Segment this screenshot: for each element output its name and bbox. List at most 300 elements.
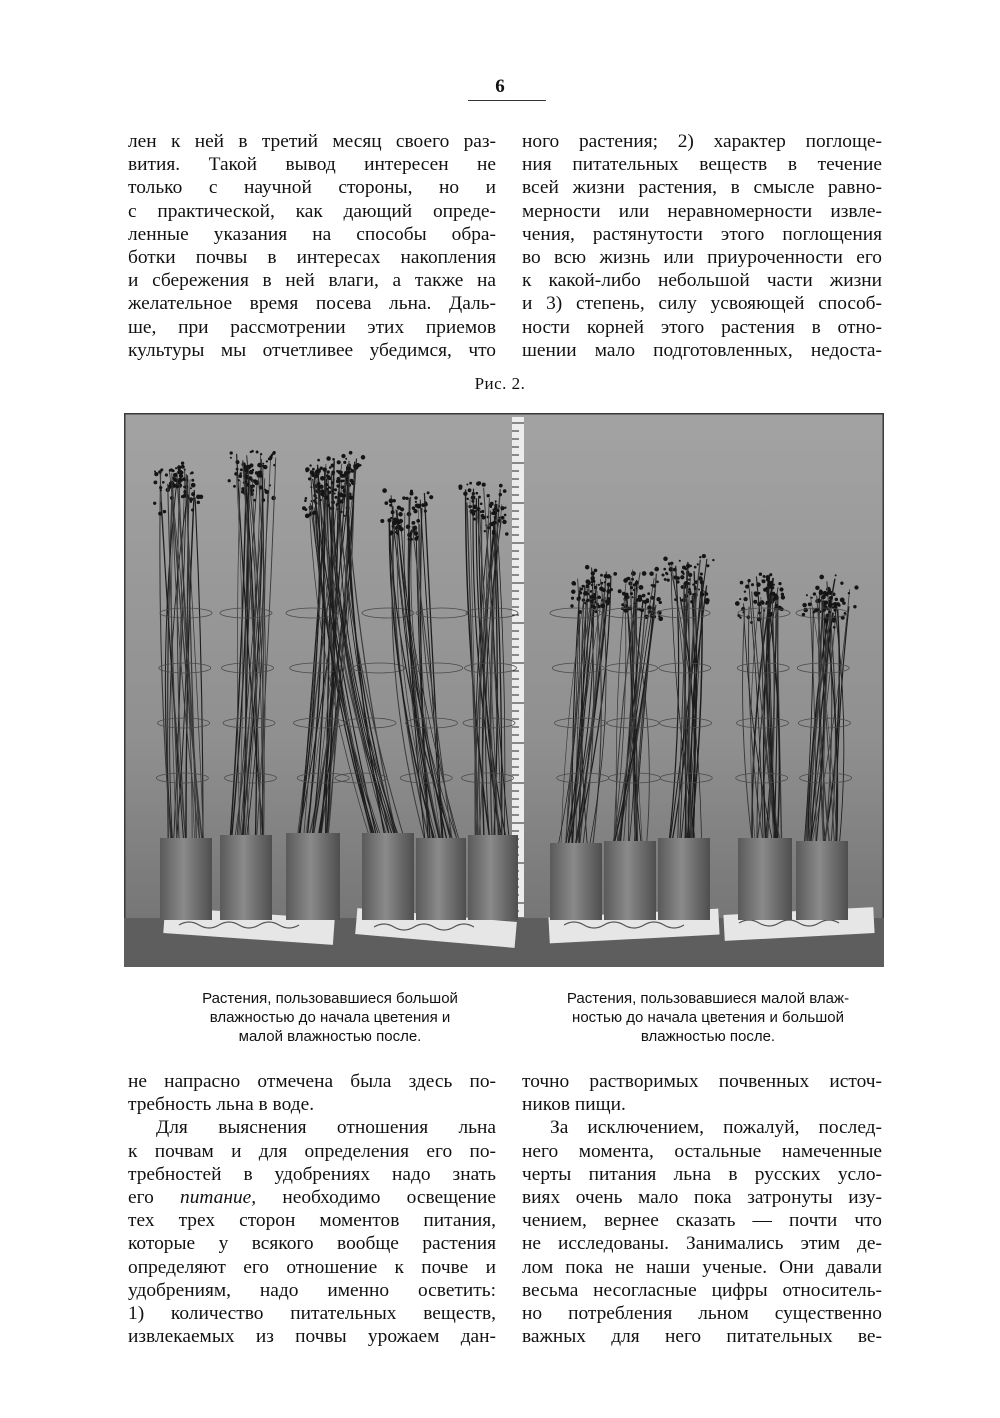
flax-seed-boll — [754, 593, 758, 597]
flax-seed-boll — [273, 451, 276, 454]
flax-seed-boll — [691, 601, 693, 603]
flax-seed-boll — [308, 477, 311, 480]
flax-seed-boll — [302, 506, 306, 510]
flax-seed-boll — [410, 492, 414, 496]
text-line: не напрасно отмечена была здесь по- — [128, 1071, 496, 1092]
flax-seed-boll — [505, 532, 508, 535]
flax-seed-boll — [325, 496, 328, 499]
flax-seed-boll — [472, 512, 476, 516]
flax-seed-boll — [398, 506, 401, 509]
flax-seed-boll — [591, 571, 595, 575]
flax-seed-boll — [306, 470, 309, 473]
flax-seed-boll — [618, 589, 622, 593]
flax-seed-boll — [594, 569, 598, 573]
flax-seed-boll — [402, 496, 405, 499]
flax-seed-boll — [599, 596, 602, 599]
flax-seed-boll — [392, 525, 395, 528]
flax-seed-boll — [154, 472, 158, 476]
flax-seed-boll — [642, 594, 646, 598]
flax-seed-boll — [499, 493, 502, 496]
text-line: чения, растянутости этого поглощения — [522, 223, 882, 245]
flax-seed-boll — [631, 596, 633, 598]
flax-seed-boll — [170, 468, 173, 471]
flax-seed-boll — [384, 501, 388, 505]
text-line: определяют его отношение к почве и — [128, 1256, 496, 1278]
flax-seed-boll — [396, 520, 401, 525]
flax-seed-boll — [583, 591, 588, 596]
flax-seed-boll — [331, 481, 334, 484]
flax-seed-boll — [627, 577, 631, 581]
flax-seed-boll — [417, 536, 419, 538]
flax-seed-boll — [414, 531, 418, 535]
flax-seed-boll — [361, 455, 366, 460]
flax-seed-boll — [341, 501, 343, 503]
flax-seed-boll — [175, 467, 177, 469]
flax-seed-boll — [656, 599, 658, 601]
flax-seed-boll — [768, 581, 771, 584]
flax-seed-boll — [396, 532, 399, 535]
pot — [796, 841, 848, 920]
flax-seed-boll — [590, 576, 595, 581]
flax-seed-boll — [635, 581, 639, 585]
flax-seed-boll — [668, 562, 671, 565]
text-line: шении мало подготовленных, недоста- — [522, 339, 882, 361]
flax-seed-boll — [853, 605, 856, 608]
flax-seed-boll — [702, 590, 704, 592]
top-right-column — [522, 130, 882, 362]
flax-seed-boll — [409, 532, 412, 535]
flax-seed-boll — [761, 601, 765, 605]
flax-seed-boll — [349, 495, 353, 499]
flax-seed-boll — [263, 465, 267, 469]
flax-seed-boll — [819, 575, 824, 580]
flax-seed-boll — [475, 492, 478, 495]
flax-seed-boll — [181, 462, 184, 465]
flax-seed-boll — [334, 488, 337, 491]
flax-seed-boll — [765, 602, 767, 604]
flax-seed-boll — [829, 596, 833, 600]
flax-seed-boll — [474, 510, 476, 512]
flax-seed-boll — [604, 581, 606, 583]
text-line: Для выяснения отношения льна — [156, 1117, 496, 1139]
flax-seed-boll — [169, 487, 171, 489]
flax-seed-boll — [309, 464, 311, 466]
flax-seed-boll — [181, 465, 185, 469]
flax-seed-boll — [624, 595, 628, 599]
flax-seed-boll — [417, 504, 420, 507]
flax-seed-boll — [413, 525, 416, 528]
text-line: к почвам и для определения его по- — [128, 1140, 496, 1162]
flax-seed-boll — [178, 468, 181, 471]
flax-seed-boll — [820, 593, 822, 595]
flax-seed-boll — [482, 483, 486, 487]
page-number: 6 — [495, 76, 505, 97]
flax-seed-boll — [349, 451, 353, 455]
flax-seed-boll — [688, 578, 691, 581]
flax-seed-boll — [191, 479, 194, 482]
flax-seed-boll — [343, 461, 346, 464]
text-line: к какой-либо небольшой части жизни — [522, 270, 882, 292]
flax-seed-boll — [236, 460, 240, 464]
flax-seed-boll — [652, 584, 655, 587]
flax-seed-boll — [477, 481, 481, 485]
flax-seed-boll — [332, 458, 335, 461]
flax-seed-boll — [264, 489, 266, 491]
flax-seed-boll — [658, 616, 663, 621]
flax-seed-boll — [590, 595, 593, 598]
flax-seed-boll — [636, 598, 640, 602]
flax-seed-boll — [389, 499, 394, 504]
flax-seed-boll — [824, 592, 828, 596]
flax-seed-boll — [813, 592, 816, 595]
flax-seed-boll — [802, 603, 806, 607]
flax-seed-boll — [686, 564, 690, 568]
flax-seed-boll — [316, 468, 321, 473]
flax-seed-boll — [743, 597, 747, 601]
text-line: чением, вернее сказать — почти что — [522, 1210, 882, 1232]
text-line: черты питания льна в русских усло- — [522, 1163, 882, 1185]
text-line: лом пока не наши ученые. Они давали — [522, 1256, 882, 1278]
flax-seed-boll — [163, 510, 166, 513]
flax-seed-boll — [599, 586, 603, 590]
flax-seed-boll — [631, 571, 636, 576]
flax-seed-boll — [600, 574, 603, 577]
flax-seed-boll — [712, 559, 714, 561]
flax-seed-boll — [184, 468, 186, 470]
flax-seed-boll — [341, 494, 345, 498]
flax-seed-boll — [337, 460, 341, 464]
text-line: и 3) степень, силу усвояющей способ- — [522, 293, 882, 315]
flax-seed-boll — [492, 521, 495, 524]
flax-seed-boll — [676, 576, 680, 580]
flax-seed-boll — [600, 582, 603, 585]
flax-seed-boll — [191, 483, 196, 488]
text-line: ше, при рассмотрении этих приемов — [128, 316, 496, 338]
flax-seed-boll — [594, 601, 596, 603]
flax-seed-boll — [680, 575, 684, 579]
caption-line: малой влажностью после. — [238, 1028, 422, 1045]
flax-seed-boll — [266, 460, 268, 462]
flax-seed-boll — [763, 575, 766, 578]
flax-seed-boll — [806, 594, 808, 596]
text-line: с практической, как дающий опреде- — [128, 200, 496, 222]
flax-seed-boll — [501, 516, 505, 520]
flax-seed-boll — [571, 589, 575, 593]
flax-seed-boll — [667, 579, 670, 582]
text-line: ботки почвы в интересах накопления — [128, 247, 496, 269]
flax-seed-boll — [684, 581, 688, 585]
flax-seed-boll — [178, 478, 181, 481]
flax-seed-boll — [429, 495, 433, 499]
flax-seed-boll — [190, 487, 192, 489]
flax-seed-boll — [606, 589, 611, 594]
flax-seed-boll — [191, 492, 195, 496]
pot — [550, 843, 602, 920]
flax-seed-boll — [825, 619, 829, 623]
flax-seed-boll — [336, 470, 339, 473]
text-line: 1) количество питательных веществ, — [128, 1303, 496, 1325]
flax-seed-boll — [165, 473, 168, 476]
flax-seed-boll — [503, 489, 507, 493]
flax-seed-boll — [493, 511, 495, 513]
flax-seed-boll — [416, 519, 420, 523]
top-left-column — [128, 130, 496, 362]
flax-seed-boll — [487, 494, 490, 497]
flax-seed-boll — [481, 510, 484, 513]
flax-seed-boll — [191, 508, 194, 511]
flax-seed-boll — [345, 458, 347, 460]
flax-seed-boll — [340, 511, 342, 513]
text-line-with-emphasis — [128, 1186, 496, 1209]
flax-seed-boll — [391, 510, 395, 514]
text-line: ников пищи. — [522, 1094, 626, 1116]
flax-seed-boll — [779, 587, 783, 591]
caption-right — [530, 989, 886, 1046]
flax-seed-boll — [351, 469, 353, 471]
flax-seed-boll — [663, 568, 666, 571]
flax-seed-boll — [581, 585, 584, 588]
flax-seed-boll — [813, 611, 816, 614]
flax-seed-boll — [334, 492, 336, 494]
flax-seed-boll — [411, 521, 415, 525]
flax-seed-boll — [700, 572, 703, 575]
flax-seed-boll — [767, 583, 770, 586]
flax-seed-boll — [343, 474, 346, 477]
flax-seed-boll — [312, 468, 315, 471]
flax-seed-boll — [588, 582, 591, 585]
flax-seed-boll — [398, 512, 403, 517]
text-line: ленные указания на способы обра- — [128, 223, 496, 245]
flax-seed-boll — [473, 505, 478, 510]
flax-seed-boll — [574, 583, 576, 585]
text-line: удобрениям, надо именно осветить: — [128, 1279, 496, 1301]
bottom-right-column — [522, 1070, 882, 1348]
flax-seed-boll — [756, 582, 761, 587]
flax-seed-boll — [387, 518, 391, 522]
flax-seed-boll — [606, 574, 611, 579]
flax-seed-boll — [230, 457, 232, 459]
flax-seed-boll — [160, 489, 162, 491]
flax-seed-boll — [320, 489, 324, 493]
flax-seed-boll — [664, 578, 667, 581]
flax-seed-boll — [317, 482, 321, 486]
caption-line: Растения, пользовавшиеся малой влаж- — [566, 990, 850, 1007]
pot — [468, 835, 518, 920]
flax-seed-boll — [504, 507, 506, 509]
pot — [220, 835, 272, 920]
flax-seed-boll — [702, 554, 706, 558]
flax-seed-boll — [647, 592, 650, 595]
flax-seed-boll — [854, 585, 858, 589]
flax-seed-boll — [504, 514, 507, 517]
flax-seed-boll — [700, 592, 704, 596]
flax-seed-boll — [336, 479, 340, 483]
flax-seed-boll — [495, 500, 497, 502]
flax-seed-boll — [240, 468, 243, 471]
flax-seed-boll — [334, 496, 337, 499]
flax-seed-boll — [405, 497, 408, 500]
flax-seed-boll — [240, 472, 242, 474]
flax-seed-boll — [590, 600, 594, 604]
flax-seed-boll — [577, 596, 580, 599]
flax-seed-boll — [317, 459, 320, 462]
pot — [604, 841, 656, 920]
flax-seed-boll — [197, 501, 201, 505]
flax-seed-boll — [320, 499, 322, 501]
flax-seed-boll — [649, 571, 654, 576]
flax-seed-boll — [828, 603, 833, 608]
flax-seed-boll — [183, 486, 185, 488]
flax-seed-boll — [327, 470, 330, 473]
pot — [416, 838, 466, 920]
text-line: виях очень мало пока затронуты изу- — [522, 1187, 882, 1209]
flax-seed-boll — [412, 506, 416, 510]
flax-seed-boll — [343, 515, 345, 517]
flax-seed-boll — [642, 571, 647, 576]
pot — [658, 838, 710, 920]
flax-seed-boll — [808, 602, 812, 606]
flax-seed-boll — [482, 516, 486, 520]
flax-seed-boll — [705, 592, 709, 596]
flax-seed-boll — [681, 570, 684, 573]
flax-seed-boll — [679, 560, 681, 562]
flax-seed-boll — [233, 485, 236, 488]
flax-seed-boll — [643, 600, 647, 604]
flax-seed-boll — [468, 488, 472, 492]
flax-seed-boll — [663, 557, 668, 562]
flax-seed-boll — [778, 582, 781, 585]
flax-seed-boll — [586, 599, 589, 602]
flax-seed-boll — [773, 593, 778, 598]
flax-seed-boll — [762, 579, 766, 583]
flax-seed-boll — [199, 495, 203, 499]
flax-seed-boll — [698, 588, 700, 590]
flax-seed-boll — [673, 568, 677, 572]
flax-seed-boll — [493, 530, 496, 533]
flax-seed-boll — [666, 573, 669, 576]
flax-seed-boll — [346, 467, 350, 471]
flax-seed-boll — [159, 486, 162, 489]
text-line: тех трех сторон моментов питания, — [128, 1210, 496, 1232]
text-line: него момента, остальные намеченные — [522, 1140, 882, 1162]
flax-seed-boll — [630, 592, 633, 595]
flax-seed-boll — [466, 484, 468, 486]
text-line: ности корней этого растения в отно- — [522, 316, 882, 338]
flax-seed-boll — [389, 504, 392, 507]
flax-seed-boll — [753, 600, 757, 604]
text-line: извлекаемых из почвы урожаем дан- — [128, 1326, 496, 1348]
flax-seed-boll — [585, 565, 590, 570]
flax-seed-boll — [466, 498, 468, 500]
flax-seed-boll — [598, 584, 600, 586]
flax-seed-boll — [249, 470, 254, 475]
flax-seed-boll — [835, 598, 839, 602]
flax-seed-boll — [191, 471, 194, 474]
flax-seed-boll — [414, 496, 417, 499]
flax-seed-boll — [304, 499, 307, 502]
flax-seed-boll — [162, 481, 165, 484]
flax-seed-boll — [633, 602, 635, 604]
flax-seed-boll — [246, 465, 251, 470]
flax-seed-boll — [802, 613, 805, 616]
text-line: требностей в удобрениях надо знать — [128, 1163, 496, 1185]
flax-seed-boll — [621, 603, 624, 606]
pots — [160, 833, 848, 920]
text-line: требность льна в воде. — [128, 1094, 315, 1116]
flax-seed-boll — [835, 574, 837, 576]
flax-seed-boll — [305, 497, 308, 500]
flax-seed-boll — [337, 477, 339, 479]
flax-seed-boll — [190, 501, 192, 503]
flax-seed-boll — [500, 506, 504, 510]
flax-seed-boll — [811, 597, 813, 599]
text-line: которые у всякого вообще растения — [128, 1233, 496, 1255]
text-line: весьма несогласные цифры относитель- — [522, 1279, 882, 1301]
flax-seed-boll — [706, 564, 709, 567]
flax-seed-boll — [336, 484, 339, 487]
text-line: лен к ней в третий месяц своего раз- — [128, 131, 496, 152]
caption-line: влажностью после. — [640, 1028, 776, 1045]
flax-seed-boll — [459, 486, 463, 490]
flax-seed-boll — [771, 586, 775, 590]
flax-seed-boll — [250, 488, 254, 492]
flax-seed-boll — [751, 583, 754, 586]
text-line: только с научной стороны, но и — [128, 177, 496, 199]
text-line: но потребления льном существенно — [522, 1303, 882, 1325]
flax-seed-boll — [828, 611, 831, 614]
flax-seed-boll — [382, 488, 387, 493]
flax-seed-boll — [342, 485, 344, 487]
flax-seed-boll — [322, 467, 326, 471]
flax-seed-boll — [803, 608, 808, 613]
flax-seed-boll — [463, 491, 467, 495]
photo-illustration — [124, 413, 884, 967]
figure-title: Рис. 2. — [474, 374, 526, 393]
flax-seed-boll — [739, 598, 741, 600]
flax-plants-photo — [124, 413, 884, 967]
caption-left — [160, 989, 500, 1046]
flax-seed-boll — [744, 590, 746, 592]
flax-seed-boll — [580, 588, 583, 591]
flax-seed-boll — [427, 491, 430, 494]
flax-seed-boll — [676, 580, 679, 583]
flax-seed-boll — [406, 525, 410, 529]
caption-line: ностью до начала цветения и большой — [572, 1009, 844, 1026]
text-line: не исследованы. Занимались этим де- — [522, 1233, 882, 1255]
text-line: во всю жизнь или приуроченности его — [522, 247, 882, 269]
flax-seed-boll — [848, 592, 850, 594]
flax-seed-boll — [158, 512, 162, 516]
flax-seed-boll — [654, 567, 659, 572]
flax-seed-boll — [579, 590, 581, 592]
flax-seed-boll — [781, 595, 785, 599]
flax-seed-boll — [172, 477, 174, 479]
pot — [286, 833, 340, 920]
flax-seed-boll — [170, 496, 174, 500]
flax-seed-boll — [269, 484, 271, 486]
flax-seed-boll — [705, 598, 710, 603]
flax-seed-boll — [380, 519, 384, 523]
flax-seed-boll — [320, 476, 325, 481]
text-line: и сбережения в ней влаги, а также на — [128, 270, 496, 292]
flax-seed-boll — [182, 477, 186, 481]
flax-seed-boll — [571, 597, 574, 600]
pot — [738, 838, 792, 920]
flax-seed-boll — [332, 473, 335, 476]
pot — [160, 838, 212, 920]
flax-seed-boll — [154, 471, 156, 473]
flax-seed-boll — [631, 578, 634, 581]
